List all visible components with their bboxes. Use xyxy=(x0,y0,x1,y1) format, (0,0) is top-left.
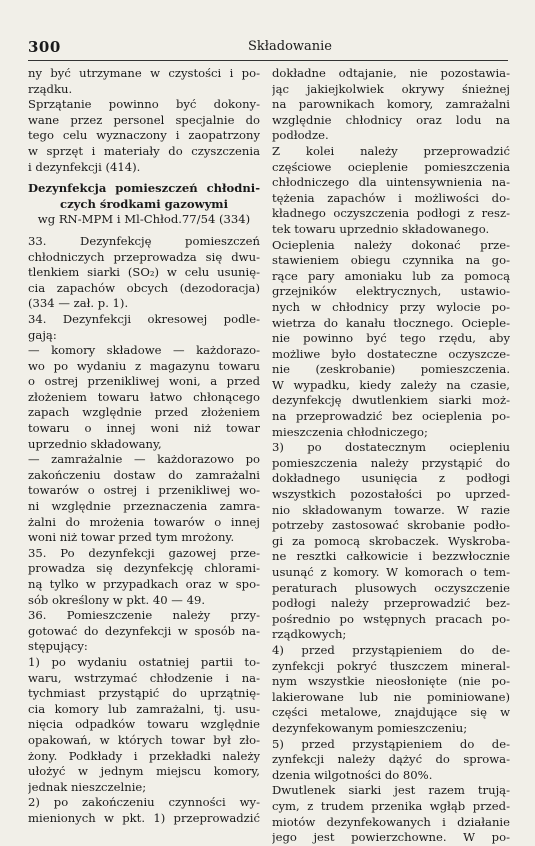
text-line: dokładne odtajanie, nie pozostawia- xyxy=(272,66,510,80)
right-text-column xyxy=(272,66,510,846)
text-line: lakierowane lub nie pominiowane) xyxy=(272,689,510,704)
text-line: złożeniem towaru łatwo chłonącego xyxy=(28,389,260,404)
text-line: peraturach plusowych oczyszczenie xyxy=(272,580,510,595)
text-line: towarów o ostrej i przenikliwej wo- xyxy=(28,483,260,498)
left-text-column xyxy=(28,66,260,827)
text-line: 3) po dostatecznym ociepleniu xyxy=(272,440,510,455)
text-line: miotów dezynfekowanych i działanie xyxy=(272,814,510,829)
text-line: gi za pomocą skrobaczek. Wyskroba- xyxy=(272,533,510,548)
text-line: na przeprowadzić bez ocieplenia po- xyxy=(272,409,510,424)
text-line: wietrza do kanału tłocznego. Ocieple- xyxy=(272,315,510,330)
text-line: 4) przed przystąpieniem do de- xyxy=(272,642,510,657)
text-line: chłodniczego dla uintensywnienia na- xyxy=(272,175,510,190)
text-line: w sprzęt i materiały do czyszczenia xyxy=(28,143,260,158)
text-line: nie (zeskrobanie) pomieszczenia. xyxy=(272,362,510,377)
text-line: zapach względnie przed złożeniem xyxy=(28,405,260,420)
text-line: 34. Dezynfekcji okresowej podle- xyxy=(28,311,260,326)
text-line: ułożyć w jednym miejscu komory, xyxy=(28,764,260,779)
text-line: nych w chłodnicy przy wylocie po- xyxy=(272,299,510,314)
text-line: częściowe ocieplenie pomieszczenia xyxy=(272,159,510,174)
text-line: wszystkich pozostałości po uprzed- xyxy=(272,487,510,502)
text-line: sób określony w pkt. 40 — 49. xyxy=(28,592,206,607)
text-line: nie powinno być tego rzędu, aby xyxy=(272,331,510,346)
text-line: W wypadku, kiedy zależy na czasie, xyxy=(272,377,510,392)
section-heading-line: Dezynfekcja pomieszczeń chłodni- xyxy=(28,181,260,196)
text-line: dokładnego usunięcia z podłogi xyxy=(272,471,510,486)
text-line: dezynfekcję dwutlenkiem siarki moż- xyxy=(272,393,510,408)
text-line: rządkowych; xyxy=(272,627,347,642)
text-line: tychmiast przystąpić do uprzątnię- xyxy=(28,686,260,701)
running-title: Składowanie xyxy=(248,39,332,54)
text-line: 5) przed przystąpieniem do de- xyxy=(272,736,510,751)
text-line: grzejników elektrycznych, ustawio- xyxy=(272,284,510,299)
section-heading-line: czych środkami gazowymi xyxy=(60,196,228,211)
text-line: na parownikach komory, zamrażalni xyxy=(272,97,510,112)
text-line: Dwutlenek siarki jest razem trują- xyxy=(272,783,510,798)
text-line: tego celu wyznaczony i zaopatrzony xyxy=(28,128,260,143)
text-line: Ocieplenia należy dokonać prze- xyxy=(272,237,510,252)
text-line: względnie chłodnicy oraz lodu na xyxy=(272,112,510,127)
text-line: 33. Dezynfekcję pomieszczeń xyxy=(28,233,260,248)
text-line: zynfekcji należy dążyć do sprowa- xyxy=(272,752,510,767)
text-line: żalni do mrożenia towarów o innej xyxy=(28,514,260,529)
text-line: zynfekcji pokryć tłuszczem mineral- xyxy=(272,658,510,673)
text-line: dezynfekowanym pomieszczeniu; xyxy=(272,720,468,735)
text-line: 35. Po dezynfekcji gazowej prze- xyxy=(28,545,260,560)
text-line: cia zapachów obcych (dezodoracja) xyxy=(28,280,260,295)
text-line: mieszczenia chłodniczego; xyxy=(272,424,428,439)
text-line: stawieniem obiegu czynnika na go- xyxy=(272,253,510,268)
text-line: rządku. xyxy=(28,81,73,96)
text-line: — zamrażalnie — każdorazowo po xyxy=(28,452,260,467)
text-line: dzenia wilgotności do 80%. xyxy=(272,767,433,782)
text-line: uprzednio składowany, xyxy=(28,436,162,451)
text-line: rące pary amoniaku lub za pomocą xyxy=(272,268,510,283)
text-line: kładnego oczyszczenia podłogi z resz- xyxy=(272,206,510,221)
text-line: usunąć z komory. W komorach o tem- xyxy=(272,565,510,579)
text-line: możliwe było dostateczne oczyszcze- xyxy=(272,346,510,361)
text-line: podłogi należy przeprowadzić bez- xyxy=(272,596,510,611)
page-header xyxy=(28,38,508,61)
text-line: nięcia odpadków towaru względnie xyxy=(28,717,260,732)
text-line: towaru o innej woni niż towar xyxy=(28,421,260,436)
text-line: cia komory lub zamrażalni, tj. usu- xyxy=(28,701,260,716)
text-line: stępujący: xyxy=(28,639,88,654)
text-line: nio składowanym towarze. W razie xyxy=(272,502,510,517)
text-line: zakończeniu dostaw do zamrażalni xyxy=(28,467,260,482)
text-line: ne resztki całkowicie i bezzwłocznie xyxy=(272,549,510,564)
page-number: 300 xyxy=(28,38,61,56)
text-line: wane przez personel specjalnie do xyxy=(28,112,260,127)
text-line: 36. Pomieszczenie należy przy- xyxy=(28,608,260,623)
text-line: (334 — zał. p. 1). xyxy=(28,296,129,311)
text-line: mienionych w pkt. 1) przeprowadzić xyxy=(28,810,260,825)
text-line: jednak nieszczelnie; xyxy=(28,779,147,794)
text-line: jego jest powierzchowne. W po- xyxy=(272,830,510,845)
text-line: waru, wstrzymać chłodzenie i na- xyxy=(28,670,260,685)
text-line: ni względnie przeznaczenia zamra- xyxy=(28,499,260,514)
text-line: tek towaru uprzednio składowanego. xyxy=(272,221,490,236)
text-line: pomieszczenia należy przystąpić do xyxy=(272,455,510,470)
text-line: cym, z trudem przenika wgłąb przed- xyxy=(272,798,510,813)
text-line: Sprzątanie powinno być dokony- xyxy=(28,97,260,112)
text-line: ny być utrzymane w czystości i po- xyxy=(28,66,260,80)
text-line: prowadza się dezynfekcję chlorami- xyxy=(28,561,260,576)
text-line: tlenkiem siarki (SO₂) w celu usunię- xyxy=(28,265,260,280)
text-line: Z kolei należy przeprowadzić xyxy=(272,143,510,158)
text-line: części metalowe, znajdujące się w xyxy=(272,705,510,720)
text-line: i dezynfekcji (414). xyxy=(28,159,141,174)
text-line: — komory składowe — każdorazo- xyxy=(28,343,260,358)
text-line: 1) po wydaniu ostatniej partii to- xyxy=(28,654,260,669)
text-line: chłodniczych przeprowadza się dwu- xyxy=(28,249,260,264)
text-line: woni niż towar przed tym mrożony. xyxy=(28,530,235,545)
text-line: jąc jakiejkolwiek okrywy śnieżnej xyxy=(272,81,510,96)
text-line: tężenia zapachów i możliwości do- xyxy=(272,190,510,205)
text-line: o ostrej przenikliwej woni, a przed xyxy=(28,374,260,389)
text-line: podłodze. xyxy=(272,128,329,143)
text-line: gają: xyxy=(28,327,57,342)
text-line: wg RN-MPM i Ml-Chłod.77/54 (334) xyxy=(37,212,251,227)
text-line: gotować do dezynfekcji w sposób na- xyxy=(28,623,260,638)
text-line: wo po wydaniu z magazynu towaru xyxy=(28,358,260,373)
text-line: 2) po zakończeniu czynności wy- xyxy=(28,795,260,810)
text-line: ną tylko w przypadkach oraz w spo- xyxy=(28,577,260,591)
text-line: opakowań, w których towar był zło- xyxy=(28,732,260,747)
text-line: żony. Podkłady i przekładki należy xyxy=(28,748,260,763)
text-line: pośrednio po wstępnych pracach po- xyxy=(272,611,510,626)
text-line: nym wszystkie nieosłonięte (nie po- xyxy=(272,674,510,689)
text-line: potrzeby zastosować skrobanie podło- xyxy=(272,518,510,533)
